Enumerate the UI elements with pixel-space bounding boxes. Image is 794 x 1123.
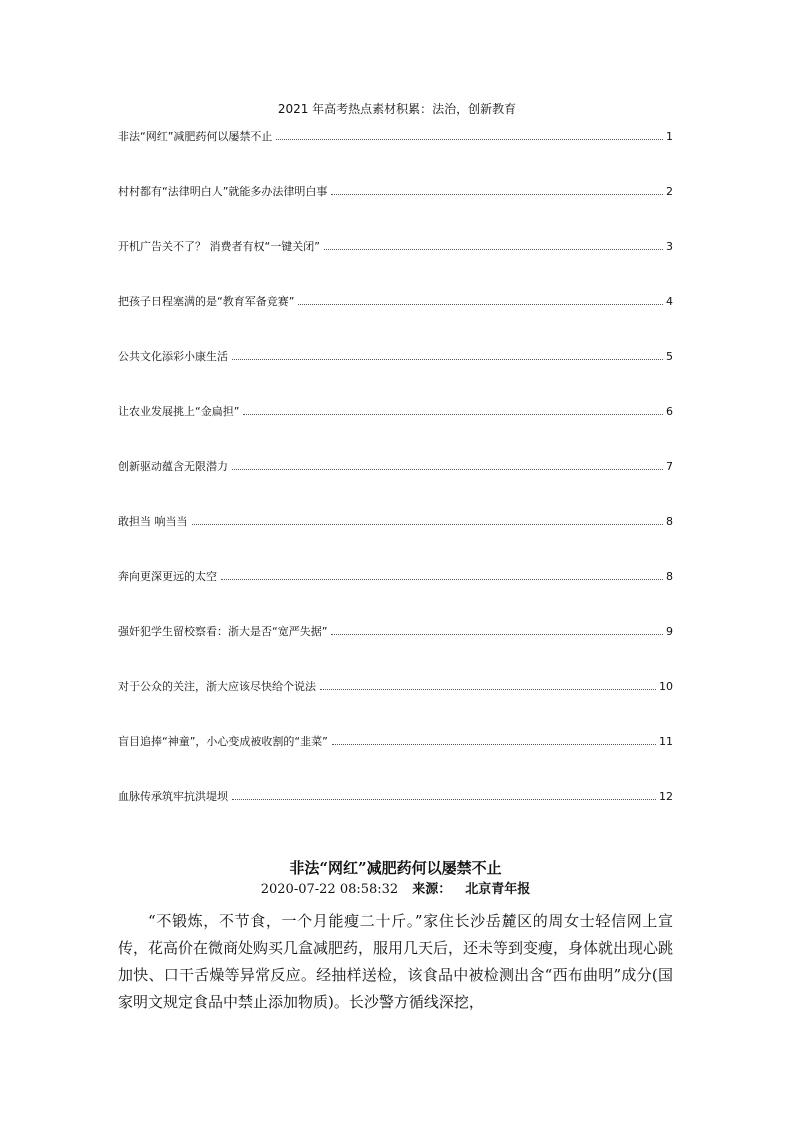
toc-entry-page: 12 bbox=[659, 790, 673, 803]
toc-entry-title: 奔向更深更远的太空 bbox=[118, 570, 217, 583]
article-datetime: 2020-07-22 08:58:32 bbox=[260, 882, 399, 897]
article-meta bbox=[118, 879, 673, 901]
toc-entry-page: 4 bbox=[666, 295, 673, 308]
toc-entry[interactable] bbox=[118, 419, 673, 474]
toc-entry-page: 9 bbox=[666, 625, 673, 638]
toc-leader-dots bbox=[221, 578, 663, 580]
toc-entry-title: 开机广告关不了？ 消费者有权“一键关闭” bbox=[118, 240, 320, 253]
toc-entry-title: 村村都有“法律明白人”就能多办法律明白事 bbox=[118, 185, 328, 198]
toc-entry-title: 血脉传承筑牢抗洪堤坝 bbox=[118, 790, 228, 803]
toc-leader-dots bbox=[320, 688, 656, 690]
toc-leader-dots bbox=[331, 193, 663, 195]
toc-entry[interactable] bbox=[118, 694, 673, 749]
toc-entry[interactable] bbox=[118, 529, 673, 584]
toc-entry-title: 非法“网红”减肥药何以屡禁不止 bbox=[118, 130, 273, 143]
toc-leader-dots bbox=[298, 303, 663, 305]
toc-entry[interactable] bbox=[118, 639, 673, 694]
article bbox=[118, 857, 673, 1031]
toc-entry[interactable] bbox=[118, 254, 673, 309]
toc-entry-page: 6 bbox=[666, 405, 673, 418]
toc-entry-title: 敢担当 响当当 bbox=[118, 515, 188, 528]
toc-entry-page: 11 bbox=[659, 735, 673, 748]
toc-entry-page: 3 bbox=[666, 240, 673, 253]
toc-leader-dots bbox=[331, 633, 663, 635]
toc-leader-dots bbox=[232, 468, 663, 470]
article-body: “不锻炼，不节食，一个月能瘦二十斤。”家住长沙岳麓区的周女士轻信网上宣传，花高价在微商处购买几盒减肥药，服用几天后，还未等到变瘦，身体就出现心跳加快、口干舌燥等异常反应。经抽样送检，该食品中被检测出含“西布曲明”成分(国家明文规定食品中禁止添加物质)。长沙警方循线深挖， bbox=[118, 912, 674, 1011]
toc-leader-dots bbox=[232, 358, 663, 360]
toc-entry[interactable] bbox=[118, 130, 673, 144]
article-source-label: 来源： bbox=[412, 882, 452, 897]
toc-leader-dots bbox=[276, 138, 663, 140]
toc-entry-page: 8 bbox=[666, 515, 673, 528]
toc-entry-title: 强奸犯学生留校察看：浙大是否“宽严失据” bbox=[118, 625, 328, 638]
table-of-contents bbox=[118, 130, 673, 804]
toc-leader-dots bbox=[324, 248, 663, 250]
toc-entry-title: 公共文化添彩小康生活 bbox=[118, 350, 228, 363]
toc-entry[interactable] bbox=[118, 364, 673, 419]
toc-entry[interactable] bbox=[118, 474, 673, 529]
toc-leader-dots bbox=[192, 523, 664, 525]
toc-leader-dots bbox=[232, 798, 656, 800]
toc-entry-page: 10 bbox=[659, 680, 673, 693]
toc-entry[interactable] bbox=[118, 199, 673, 254]
toc-entry-title: 创新驱动蕴含无限潜力 bbox=[118, 460, 228, 473]
article-title: 非法“网红”减肥药何以屡禁不止 bbox=[289, 859, 502, 877]
toc-entry[interactable] bbox=[118, 144, 673, 199]
toc-entry-page: 2 bbox=[666, 185, 673, 198]
article-source-name: 北京青年报 bbox=[465, 882, 531, 897]
document-title: 2021 年高考热点素材积累：法治，创新教育 bbox=[277, 102, 517, 116]
toc-entry[interactable] bbox=[118, 309, 673, 364]
toc-entry-page: 1 bbox=[666, 130, 673, 143]
toc-entry-page: 5 bbox=[666, 350, 673, 363]
toc-entry[interactable] bbox=[118, 584, 673, 639]
toc-entry-title: 盲目追捧“神童”，小心变成被收割的“韭菜” bbox=[118, 735, 328, 748]
toc-entry[interactable] bbox=[118, 749, 673, 804]
toc-entry-title: 对于公众的关注，浙大应该尽快给个说法 bbox=[118, 680, 316, 693]
toc-entry-page: 8 bbox=[666, 570, 673, 583]
toc-leader-dots bbox=[332, 743, 656, 745]
toc-entry-page: 7 bbox=[666, 460, 673, 473]
toc-leader-dots bbox=[243, 413, 663, 415]
toc-entry-title: 让农业发展挑上“金扁担” bbox=[118, 405, 240, 418]
toc-entry-title: 把孩子日程塞满的是“教育军备竞赛” bbox=[118, 295, 295, 308]
